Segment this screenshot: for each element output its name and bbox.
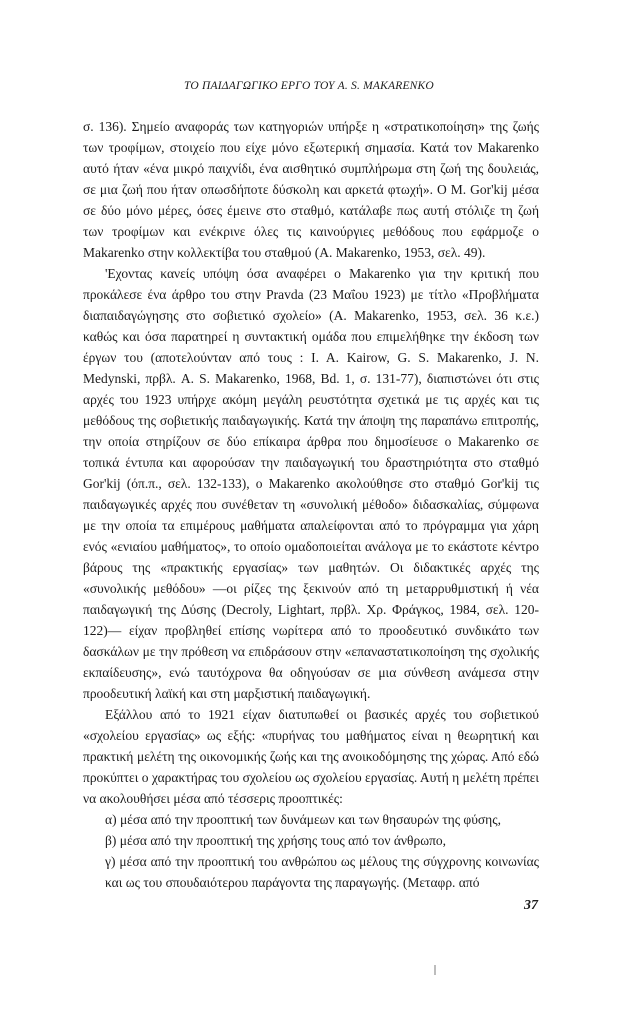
list-item-c: γ) μέσα από την προοπτική του ανθρώπου ως μέλους της σύγχρονης κοινωνίας και ως του σπουδαιότερου παράγοντα της παραγωγής. (Μεταφρ. από: [105, 854, 539, 890]
page-body: [83, 116, 539, 893]
page-number: 37: [524, 898, 538, 913]
paragraph-3: Εξάλλου από το 1921 είχαν διατυπωθεί οι βασικές αρχές του σοβιετικού «σχολείου εργασίας» ως εξής: «πυρήνας του μαθήματος είναι η θεωρητική και πρακτική μελέτη της οικονομικής ζωής και της ανοικοδόμησης της χώρας. Από εδώ προκύπτει ο χαρακτήρας του σχολείου ως σχολείου εργασίας. Αυτή η μελέτη πρέπει να ακολουθήσει μέσα από τέσσερις προοπτικές:: [83, 707, 539, 806]
paragraph-2: 'Εχοντας κανείς υπόψη όσα αναφέρει ο Makarenko για την κριτική που προκάλεσε ένα άρθρο του στην Pravda (23 Μαΐου 1923) με τίτλο «Προβλήματα διαπαιδαγώγησης στο σοβιετικό σχολείο» (A. Makarenko, 1953, σελ. 36 κ.ε.) καθώς και όσα παρατηρεί η συντακτική ομάδα που επιμελήθηκε την έκδοση των έργων του (αποτελούνταν από τους : I. A. Kairow, G. S. Makarenko, J. N. Medynski, πρβλ. A. S. Makarenko, 1968, Bd. 1, σ. 131-77), διαπιστώνει ότι στις αρχές του 1923 υπήρχε ακόμη μεγάλη ρευστότητα σχετικά με τις αρχές και τις μεθόδους της σοβιετικής παιδαγωγικής. Κατά την άποψη της παραπάνω επιτροπής, την οποία στηρίζουν σε δύο επίκαιρα άρθρα που δημοσίευσε ο Makarenko σε τοπικά έντυπα και αφορούσαν την παιδαγωγική του δραστηριότητα στο σταθμό Gor'kij (όπ.π., σελ. 132-133), ο Makarenko ακολούθησε στο σταθμό Gor'kij τις παιδαγωγικές αρχές που συνέθεταν τη «συνολική μέθοδο» διδασκαλίας, σύμφωνα με την οποία τα επιμέρους μαθήματα απαλείφονται από το πρόγραμμα για χάρη ενός «ενιαίου μαθήματος», το οποίο ομαδοποιείται ανάλογα με το εκάστοτε κέντρο βάρους της «πρακτικής εργασίας» των μαθητών. Οι διδακτικές αρχές της «συνολικής μεθόδου» —οι ρίζες της ξεκινούν από τη μεταρρυθμιστική ή νέα παιδαγωγική της Δύσης (Decroly, Lightart, πρβλ. Χρ. Φράγκος, 1984, σελ. 120-122)— είχαν προβληθεί επίσης νωρίτερα από το προοδευτικό συνδικάτο των δασκάλων με την πρόθεση να επιδράσουν στην «επαναστατικοποίηση της σχολικής εκπαίδευσης», ενώ ταυτόχρονα θα οδηγούσαν σε μια σύνθεση ανάμεσα στην προοδευτική λαϊκή και στη μαρξιστική παιδαγωγική.: [83, 266, 539, 701]
list-item-b: β) μέσα από την προοπτική της χρήσης τους από τον άνθρωπο,: [105, 833, 447, 848]
running-header: ΤΟ ΠΑΙΔΑΓΩΓΙΚΟ ΕΡΓΟ ΤΟΥ A. S. MAKARENKO: [184, 80, 434, 92]
paragraph-1: σ. 136). Σημείο αναφοράς των κατηγοριών υπήρξε η «στρατικοποίηση» της ζωής των τροφίμων, στοιχείο που είχε μόνο εξωτερική σημασία. Κατά τον Makarenko αυτό ήταν «ένα μικρό παιχνίδι, ένα αισθητικό συμπλήρωμα στη ζωή της δουλειάς, σε μια ζωή που ήταν οπωσδήποτε δύσκολη και αρκετά φτωχή». Ο Μ. Gor'kij μέσα σε δύο μόνο μέρες, όσες έμεινε στο σταθμό, κατάλαβε πως αυτή στόλιζε τη ζωή των τροφίμων και ενέκρινε όλες τις καινούργιες μεθόδους που εφάρμοζε ο Makarenko στην κολλεκτίβα του σταθμού (A. Makarenko, 1953, σελ. 49).: [83, 119, 539, 260]
scan-speck: [434, 965, 436, 975]
list-item-a: α) μέσα από την προοπτική των δυνάμεων και των θησαυρών της φύσης,: [105, 812, 501, 827]
